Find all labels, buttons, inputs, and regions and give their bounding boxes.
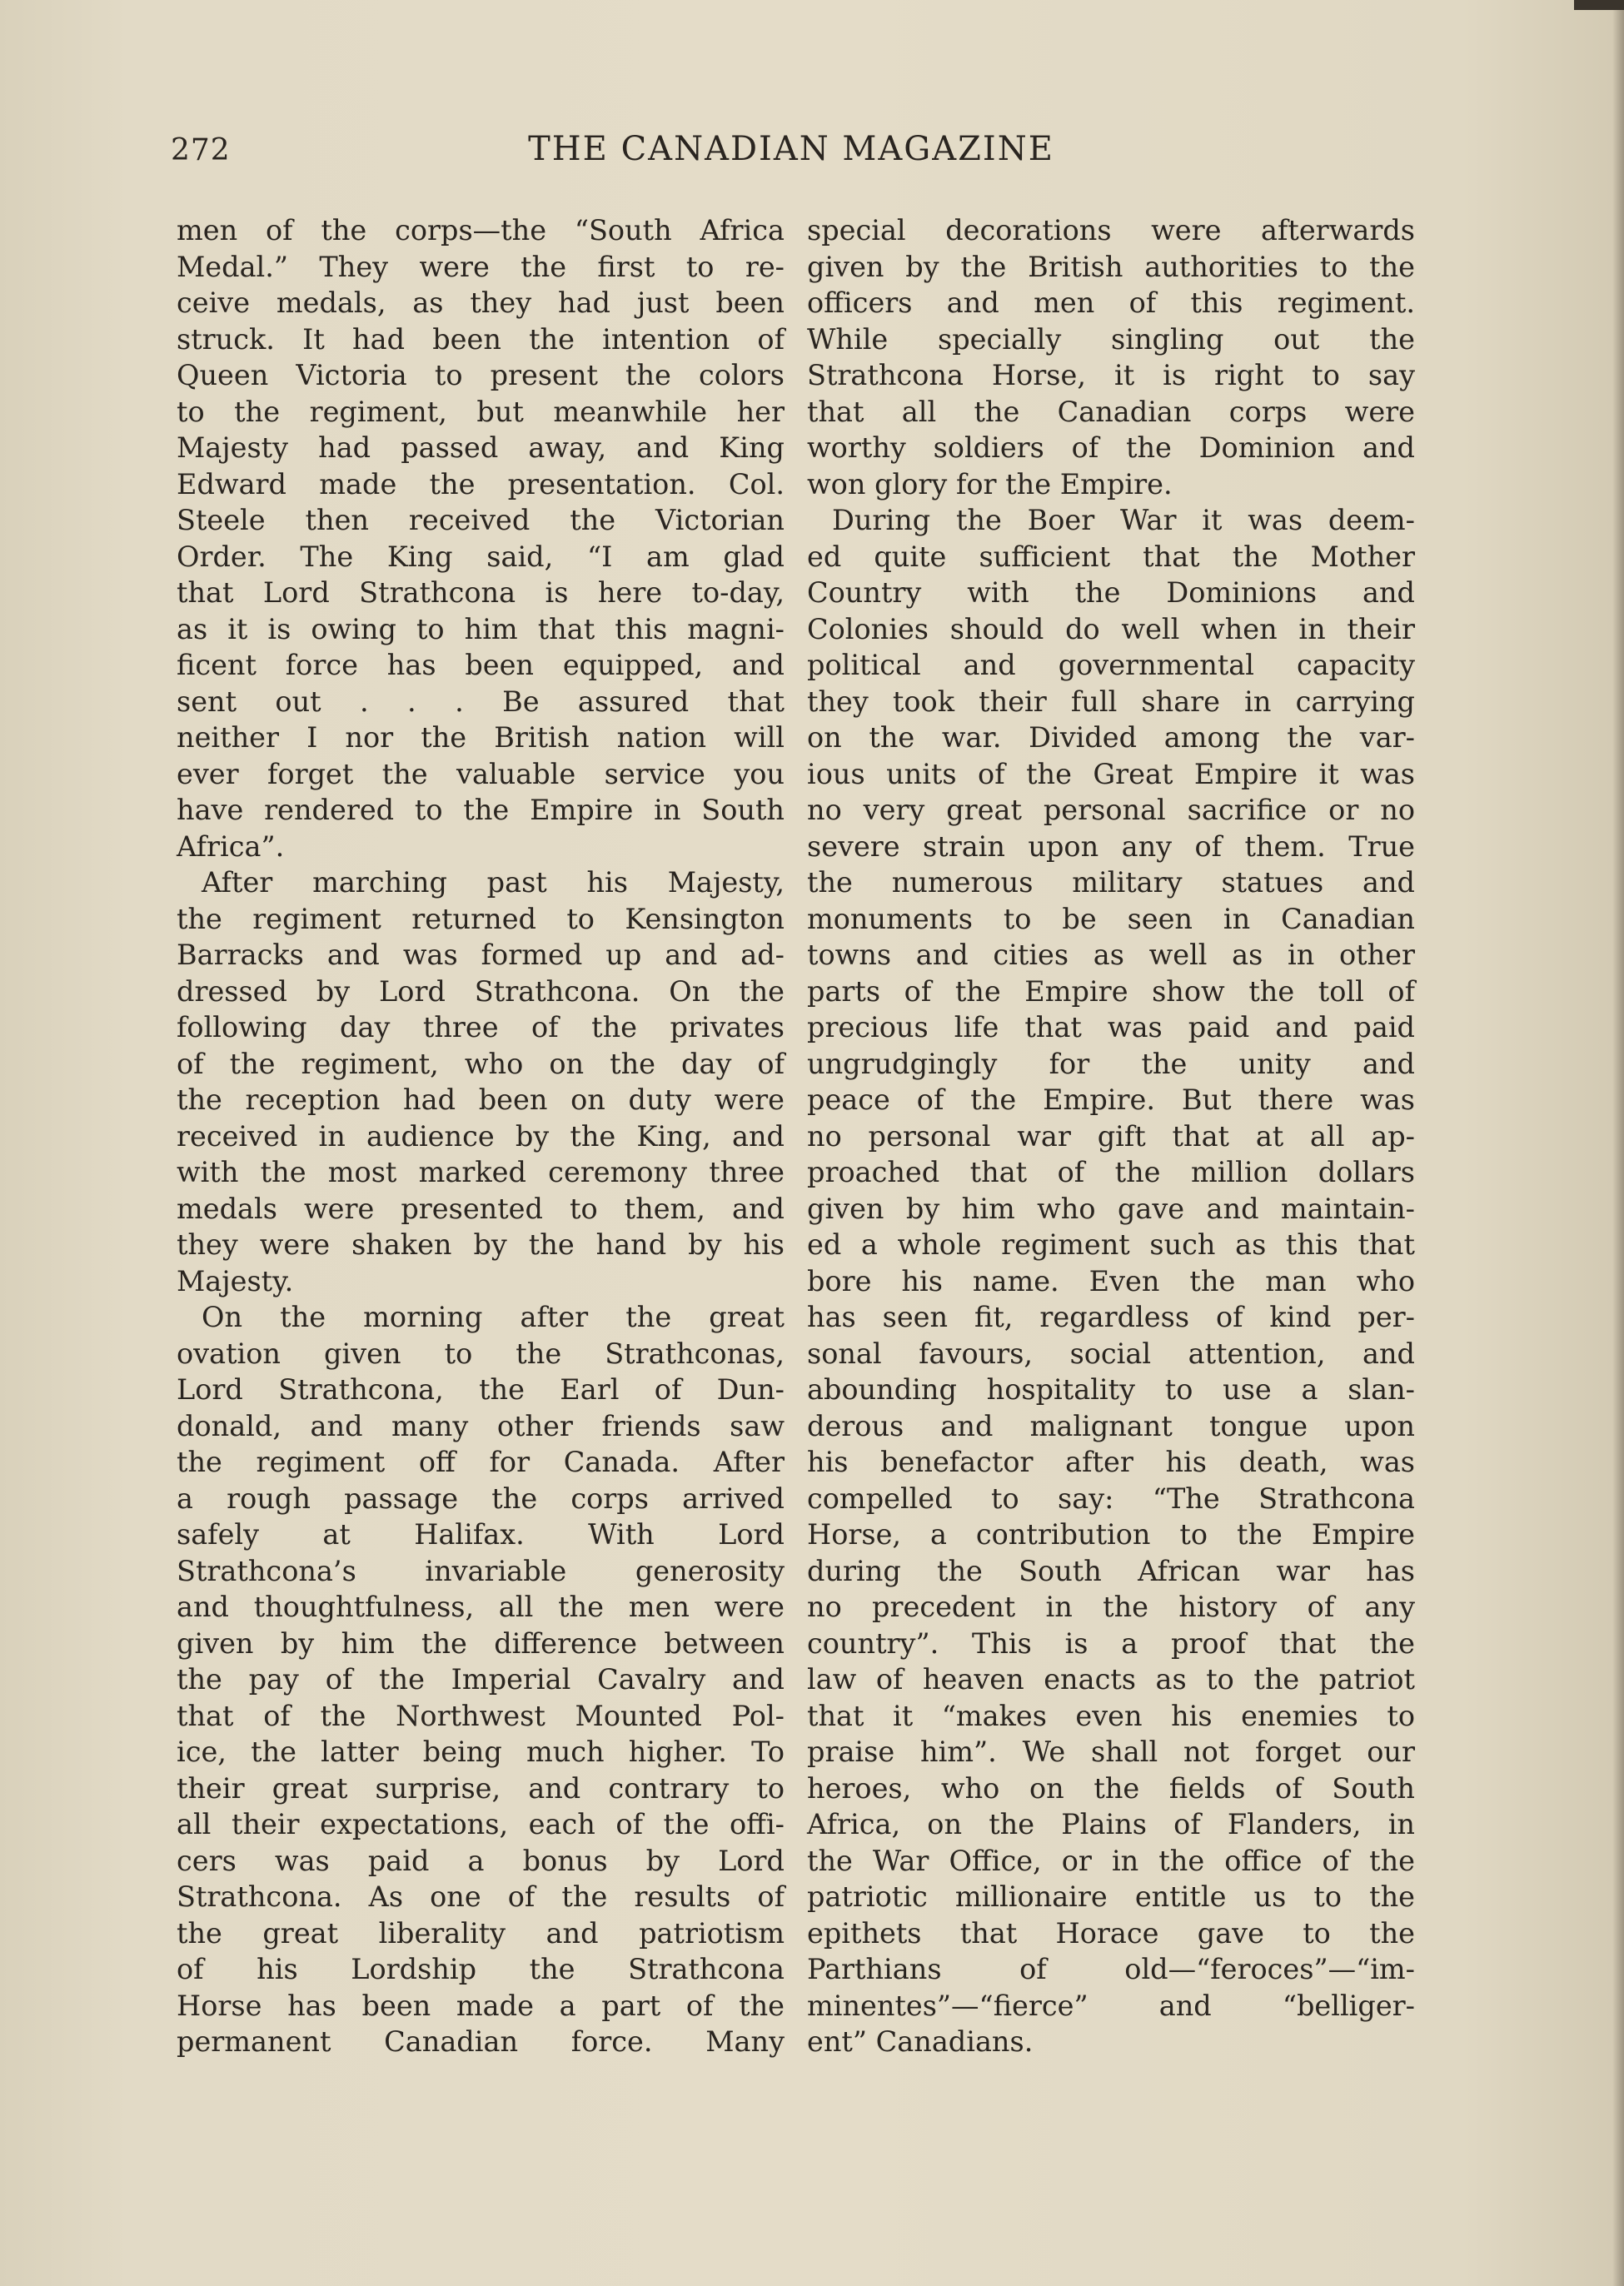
text-line: has seen fit, regardless of kind per-	[807, 1301, 1415, 1333]
text-line: derous and malignant tongue upon	[807, 1409, 1415, 1442]
text-line: Strathcona. As one of the results of	[177, 1880, 785, 1913]
text-line: of his Lordship the Strathcona	[177, 1953, 785, 1985]
text-line: they were shaken by the hand by his	[177, 1228, 785, 1261]
text-line: On the morning after the great	[202, 1301, 785, 1333]
text-line: their great surprise, and contrary to	[177, 1771, 785, 1805]
text-line: the regiment off for Canada. After	[177, 1446, 785, 1478]
text-line: ever forget the valuable service you	[177, 757, 785, 790]
text-line: Africa”.	[177, 829, 285, 863]
text-line: neither I nor the British nation will	[177, 721, 785, 754]
text-line: following day three of the privates	[177, 1011, 785, 1043]
text-line: worthy soldiers of the Dominion and	[807, 431, 1415, 464]
text-line: After marching past his Majesty,	[202, 866, 785, 899]
text-line: During the Boer War it was deem-	[832, 504, 1415, 536]
text-line: the numerous military statues and	[807, 866, 1415, 899]
text-line: peace of the Empire. But there was	[807, 1083, 1415, 1116]
text-line: Strathcona Horse, it is right to say	[807, 359, 1415, 391]
page-number: 272	[171, 133, 231, 167]
text-line: men of the corps—the “South Africa	[177, 214, 785, 247]
text-line: Order. The King said, “I am glad	[177, 540, 785, 573]
text-line: heroes, who on the fields of South	[807, 1771, 1415, 1805]
text-line: ent” Canadians.	[807, 2025, 1034, 2058]
text-line: Edward made the presentation. Col.	[177, 467, 785, 501]
text-line: to the regiment, but meanwhile her	[177, 395, 785, 428]
text-line: permanent Canadian force. Many	[177, 2025, 785, 2058]
text-line: epithets that Horace gave to the	[807, 1916, 1415, 1950]
text-line: ceive medals, as they had just been	[177, 286, 785, 319]
text-line: of the regiment, who on the day of	[177, 1047, 785, 1080]
text-line: While specially singling out the	[807, 322, 1415, 356]
text-line: country”. This is a proof that the	[807, 1626, 1415, 1660]
text-line: a rough passage the corps arrived	[177, 1482, 785, 1515]
text-line: they took their full share in carrying	[807, 685, 1415, 718]
text-line: abounding hospitality to use a slan-	[807, 1373, 1415, 1406]
text-line: bore his name. Even the man who	[807, 1264, 1415, 1297]
text-line: sonal favours, social attention, and	[807, 1337, 1415, 1370]
text-line: political and governmental capacity	[807, 649, 1415, 681]
text-line: that it “makes even his enemies to	[807, 1699, 1415, 1732]
text-line: Medal.” They were the first to re-	[177, 250, 785, 283]
text-line: his benefactor after his death, was	[807, 1446, 1415, 1478]
text-line: ious units of the Great Empire it was	[807, 757, 1415, 790]
text-line: ungrudgingly for the unity and	[807, 1047, 1415, 1080]
page-edge-shadow	[1612, 0, 1624, 2286]
text-line: as it is owing to him that this magni-	[177, 612, 785, 645]
text-line: on the war. Divided among the var-	[807, 721, 1415, 754]
text-line: and thoughtfulness, all the men were	[177, 1591, 785, 1623]
binding-mark	[1574, 0, 1624, 10]
text-line: Majesty had passed away, and King	[177, 431, 785, 464]
running-title: THE CANADIAN MAGAZINE	[528, 130, 1054, 168]
text-line: proached that of the million dollars	[807, 1156, 1415, 1188]
text-line: ovation given to the Strathconas,	[177, 1337, 785, 1370]
text-line: the great liberality and patriotism	[177, 1916, 785, 1950]
text-line: given by him who gave and maintain-	[807, 1192, 1415, 1225]
text-line: ed a whole regiment such as this that	[807, 1228, 1415, 1261]
text-line: ice, the latter being much higher. To	[177, 1736, 785, 1768]
text-line: the pay of the Imperial Cavalry and	[177, 1663, 785, 1696]
text-line: safely at Halifax. With Lord	[177, 1518, 785, 1551]
text-line: severe strain upon any of them. True	[807, 829, 1415, 863]
text-line: struck. It had been the intention of	[177, 322, 785, 356]
text-line: special decorations were afterwards	[807, 214, 1415, 247]
text-line: with the most marked ceremony three	[177, 1156, 785, 1188]
text-line: the reception had been on duty were	[177, 1083, 785, 1116]
text-line: Colonies should do well when in their	[807, 612, 1415, 645]
text-line: Horse has been made a part of the	[177, 1989, 785, 2022]
text-line: donald, and many other friends saw	[177, 1409, 785, 1442]
text-line: that all the Canadian corps were	[807, 395, 1415, 428]
text-line: officers and men of this regiment.	[807, 286, 1415, 319]
text-line: parts of the Empire show the toll of	[807, 974, 1415, 1008]
text-line: no precedent in the history of any	[807, 1591, 1415, 1623]
text-line: that Lord Strathcona is here to-day,	[177, 576, 785, 609]
text-line: praise him”. We shall not forget our	[807, 1736, 1415, 1768]
text-line: dressed by Lord Strathcona. On the	[177, 974, 785, 1008]
text-line: monuments to be seen in Canadian	[807, 902, 1415, 935]
text-line: Barracks and was formed up and ad-	[177, 939, 785, 971]
text-line: Africa, on the Plains of Flanders, in	[807, 1808, 1415, 1840]
text-line: patriotic millionaire entitle us to the	[807, 1880, 1415, 1913]
text-line: Majesty.	[177, 1264, 294, 1297]
text-line: Lord Strathcona, the Earl of Dun-	[177, 1373, 785, 1406]
text-line: medals were presented to them, and	[177, 1192, 785, 1225]
text-line: given by the British authorities to the	[807, 250, 1415, 283]
text-line: Horse, a contribution to the Empire	[807, 1518, 1415, 1551]
text-line: no personal war gift that at all ap-	[807, 1119, 1415, 1153]
left-text-column	[177, 212, 785, 2060]
text-line: have rendered to the Empire in South	[177, 794, 785, 826]
text-line: Country with the Dominions and	[807, 576, 1415, 609]
text-line: the regiment returned to Kensington	[177, 902, 785, 935]
text-line: all their expectations, each of the offi-	[177, 1808, 785, 1840]
right-text-column	[807, 212, 1415, 2060]
text-line: won glory for the Empire.	[807, 467, 1173, 501]
text-line: compelled to say: “The Strathcona	[807, 1482, 1415, 1515]
text-line: Queen Victoria to present the colors	[177, 359, 785, 391]
text-line: minentes”—“fierce” and “belliger-	[807, 1989, 1415, 2022]
text-line: law of heaven enacts as to the patriot	[807, 1663, 1415, 1696]
text-line: ed quite sufficient that the Mother	[807, 540, 1415, 573]
text-line: ficent force has been equipped, and	[177, 649, 785, 681]
text-line: sent out . . . Be assured that	[177, 685, 785, 718]
text-line: cers was paid a bonus by Lord	[177, 1844, 785, 1877]
text-line: the War Office, or in the office of the	[807, 1844, 1415, 1877]
text-line: Steele then received the Victorian	[177, 504, 785, 536]
text-line: Strathcona’s invariable generosity	[177, 1554, 785, 1587]
text-line: no very great personal sacrifice or no	[807, 794, 1415, 826]
text-line: precious life that was paid and paid	[807, 1011, 1415, 1043]
text-line: Parthians of old—“feroces”—“im-	[807, 1953, 1415, 1985]
text-line: that of the Northwest Mounted Pol-	[177, 1699, 785, 1732]
page-header	[171, 130, 1412, 180]
text-line: towns and cities as well as in other	[807, 939, 1415, 971]
text-line: during the South African war has	[807, 1554, 1415, 1587]
text-line: given by him the difference between	[177, 1626, 785, 1660]
text-line: received in audience by the King, and	[177, 1119, 785, 1153]
